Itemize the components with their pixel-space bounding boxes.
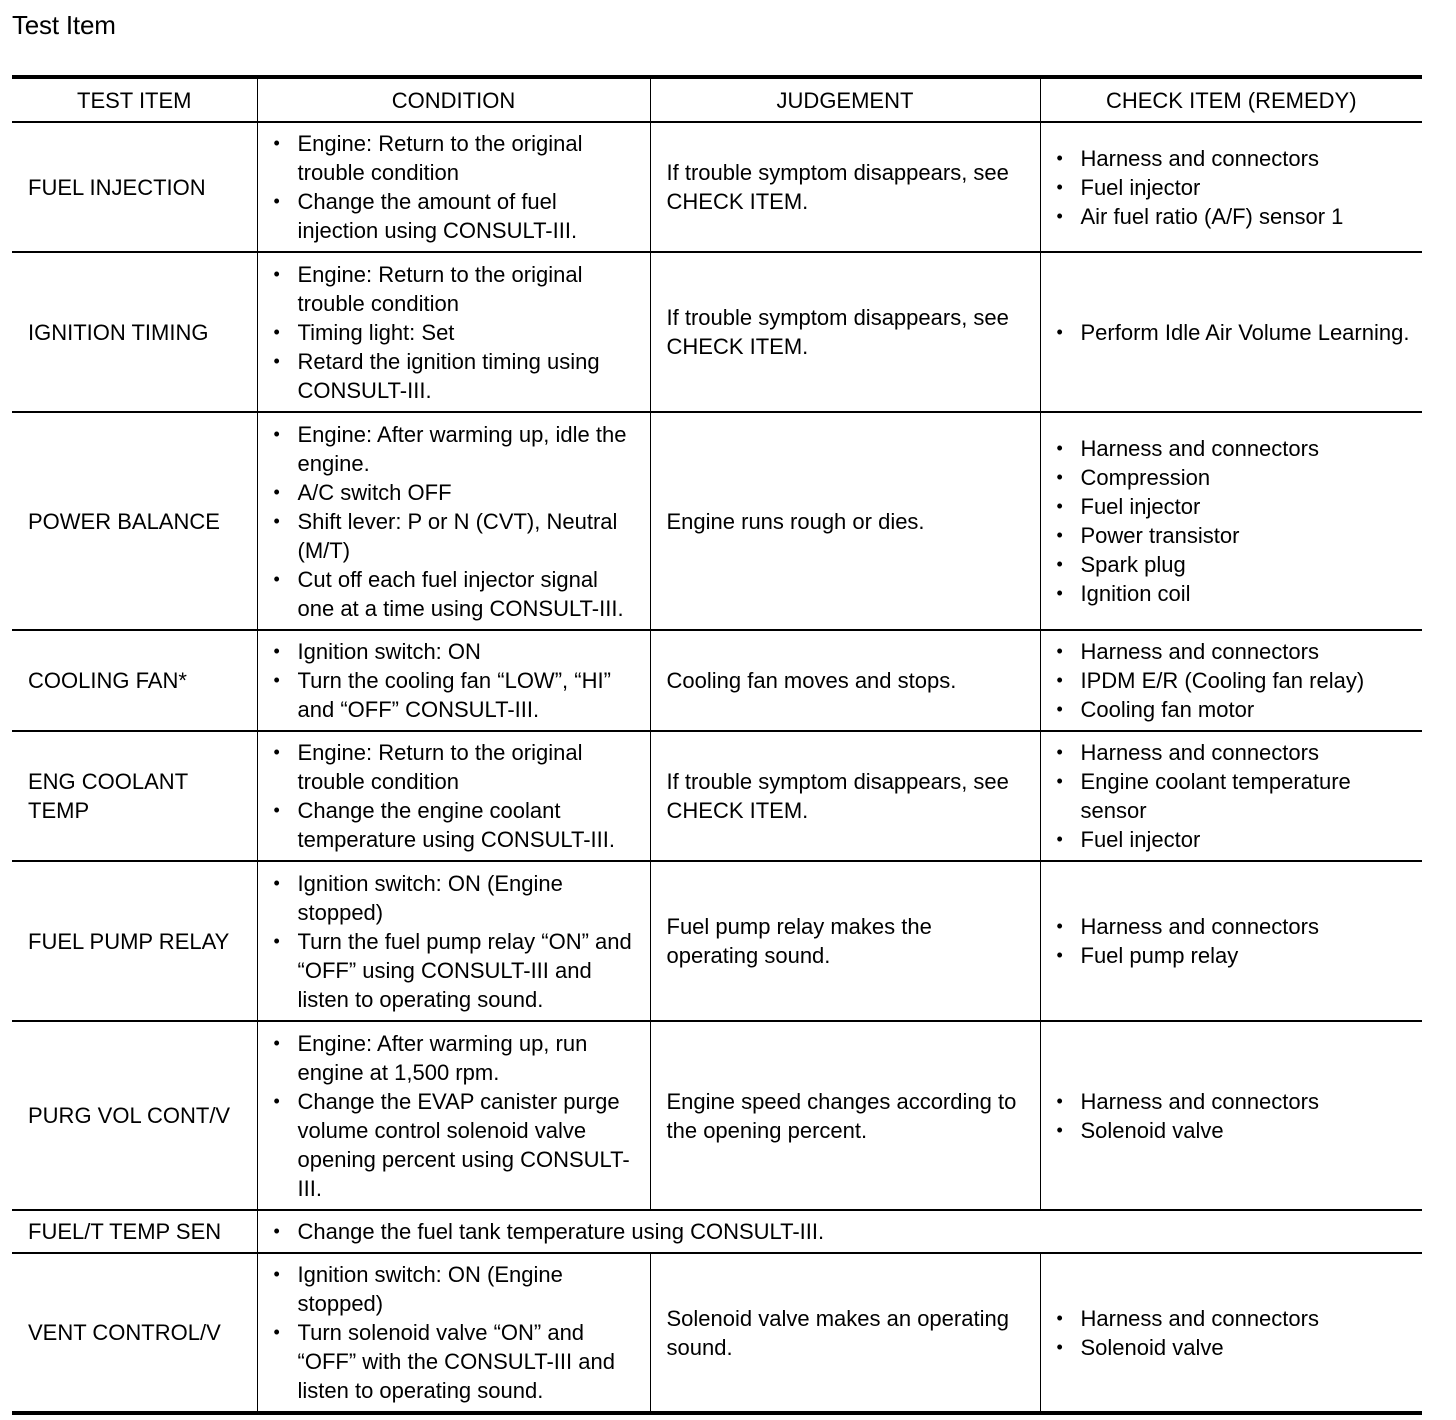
check-bullet: • Harness and connectors [1057, 912, 1413, 941]
judgement-cell: Solenoid valve makes an operating sound. [650, 1253, 1040, 1413]
check-item-cell [1040, 252, 1422, 412]
condition-cell [257, 630, 650, 731]
judgement-cell: Fuel pump relay makes the operating sound. [650, 861, 1040, 1021]
check-bullet: • Harness and connectors [1057, 144, 1413, 173]
check-item-cell [1040, 630, 1422, 731]
test-item-table [12, 75, 1422, 1415]
page-title: Test Item [12, 10, 116, 40]
condition-bullet: • Engine: Return to the original trouble condition [274, 129, 640, 187]
merged-condition-cell [257, 1210, 1422, 1253]
check-bullet: • Harness and connectors [1057, 738, 1413, 767]
judgement-cell: Engine runs rough or dies. [650, 412, 1040, 630]
check-item-cell [1040, 861, 1422, 1021]
condition-cell [257, 412, 650, 630]
check-bullet: • Harness and connectors [1057, 1087, 1413, 1116]
test-item-cell: ENG COOLANT TEMP [12, 731, 257, 861]
test-item-cell: POWER BALANCE [12, 412, 257, 630]
condition-bullet: • Shift lever: P or N (CVT), Neutral (M/T) [274, 507, 640, 565]
check-item-cell [1040, 731, 1422, 861]
check-bullet: • Solenoid valve [1057, 1333, 1413, 1362]
table-row [12, 630, 1422, 731]
check-bullet: • Power transistor [1057, 521, 1413, 550]
check-item-cell [1040, 1253, 1422, 1413]
table-row [12, 252, 1422, 412]
condition-cell [257, 1021, 650, 1210]
condition-cell [257, 861, 650, 1021]
check-bullet: • Harness and connectors [1057, 434, 1413, 463]
test-item-cell: FUEL PUMP RELAY [12, 861, 257, 1021]
check-bullet: • Compression [1057, 463, 1413, 492]
condition-bullet: • Ignition switch: ON [274, 637, 640, 666]
condition-bullet: • Ignition switch: ON (Engine stopped) [274, 869, 640, 927]
condition-bullet: • Timing light: Set [274, 318, 640, 347]
judgement-cell: If trouble symptom disappears, see CHECK ITEM. [650, 252, 1040, 412]
test-item-cell: IGNITION TIMING [12, 252, 257, 412]
test-item-cell: PURG VOL CONT/V [12, 1021, 257, 1210]
check-bullet: • Air fuel ratio (A/F) sensor 1 [1057, 202, 1413, 231]
check-bullet: • Fuel injector [1057, 825, 1413, 854]
header-condition: CONDITION [257, 77, 650, 122]
condition-bullet: • Turn solenoid valve “ON” and “OFF” with the CONSULT-III and listen to operating sound. [274, 1318, 640, 1405]
table-header-row [12, 77, 1422, 122]
header-check-item: CHECK ITEM (REMEDY) [1040, 77, 1422, 122]
check-bullet: • Engine coolant temperature sensor [1057, 767, 1413, 825]
check-item-cell [1040, 412, 1422, 630]
header-judgement: JUDGEMENT [650, 77, 1040, 122]
condition-bullet: • Retard the ignition timing using CONSULT-III. [274, 347, 640, 405]
condition-cell [257, 252, 650, 412]
check-bullet: • Harness and connectors [1057, 1304, 1413, 1333]
condition-bullet: • Engine: After warming up, idle the engine. [274, 420, 640, 478]
condition-cell [257, 122, 650, 252]
check-bullet: • Solenoid valve [1057, 1116, 1413, 1145]
judgement-cell: Engine speed changes according to the opening percent. [650, 1021, 1040, 1210]
test-item-cell: FUEL INJECTION [12, 122, 257, 252]
test-item-cell: VENT CONTROL/V [12, 1253, 257, 1413]
condition-bullet: • Turn the cooling fan “LOW”, “HI” and “OFF” CONSULT-III. [274, 666, 640, 724]
condition-bullet: • Change the fuel tank temperature using CONSULT-III. [274, 1217, 1413, 1246]
test-item-cell: COOLING FAN* [12, 630, 257, 731]
judgement-cell: If trouble symptom disappears, see CHECK ITEM. [650, 122, 1040, 252]
header-test-item: TEST ITEM [12, 77, 257, 122]
check-bullet: • Perform Idle Air Volume Learning. [1057, 318, 1413, 347]
condition-bullet: • A/C switch OFF [274, 478, 640, 507]
condition-bullet: • Change the amount of fuel injection using CONSULT-III. [274, 187, 640, 245]
condition-bullet: • Turn the fuel pump relay “ON” and “OFF” using CONSULT-III and listen to operating sound. [274, 927, 640, 1014]
table-row [12, 731, 1422, 861]
condition-cell [257, 1253, 650, 1413]
condition-bullet: • Engine: After warming up, run engine at 1,500 rpm. [274, 1029, 640, 1087]
check-bullet: • Spark plug [1057, 550, 1413, 579]
table-row [12, 861, 1422, 1021]
check-bullet: • IPDM E/R (Cooling fan relay) [1057, 666, 1413, 695]
condition-bullet: • Change the engine coolant temperature using CONSULT-III. [274, 796, 640, 854]
judgement-cell: Cooling fan moves and stops. [650, 630, 1040, 731]
condition-bullet: • Engine: Return to the original trouble condition [274, 260, 640, 318]
table-row [12, 412, 1422, 630]
condition-bullet: • Cut off each fuel injector signal one at a time using CONSULT-III. [274, 565, 640, 623]
table-row [12, 1253, 1422, 1413]
check-bullet: • Fuel injector [1057, 492, 1413, 521]
check-bullet: • Fuel injector [1057, 173, 1413, 202]
check-bullet: • Fuel pump relay [1057, 941, 1413, 970]
condition-cell [257, 731, 650, 861]
check-bullet: • Harness and connectors [1057, 637, 1413, 666]
table-row [12, 1021, 1422, 1210]
check-bullet: • Ignition coil [1057, 579, 1413, 608]
condition-bullet: • Ignition switch: ON (Engine stopped) [274, 1260, 640, 1318]
table-row [12, 1210, 1422, 1253]
condition-bullet: • Change the EVAP canister purge volume control solenoid valve opening percent using CONSULT-III. [274, 1087, 640, 1203]
table-row [12, 122, 1422, 252]
check-item-cell [1040, 1021, 1422, 1210]
judgement-cell: If trouble symptom disappears, see CHECK ITEM. [650, 731, 1040, 861]
check-item-cell [1040, 122, 1422, 252]
test-item-cell: FUEL/T TEMP SEN [12, 1210, 257, 1253]
check-bullet: • Cooling fan motor [1057, 695, 1413, 724]
condition-bullet: • Engine: Return to the original trouble condition [274, 738, 640, 796]
